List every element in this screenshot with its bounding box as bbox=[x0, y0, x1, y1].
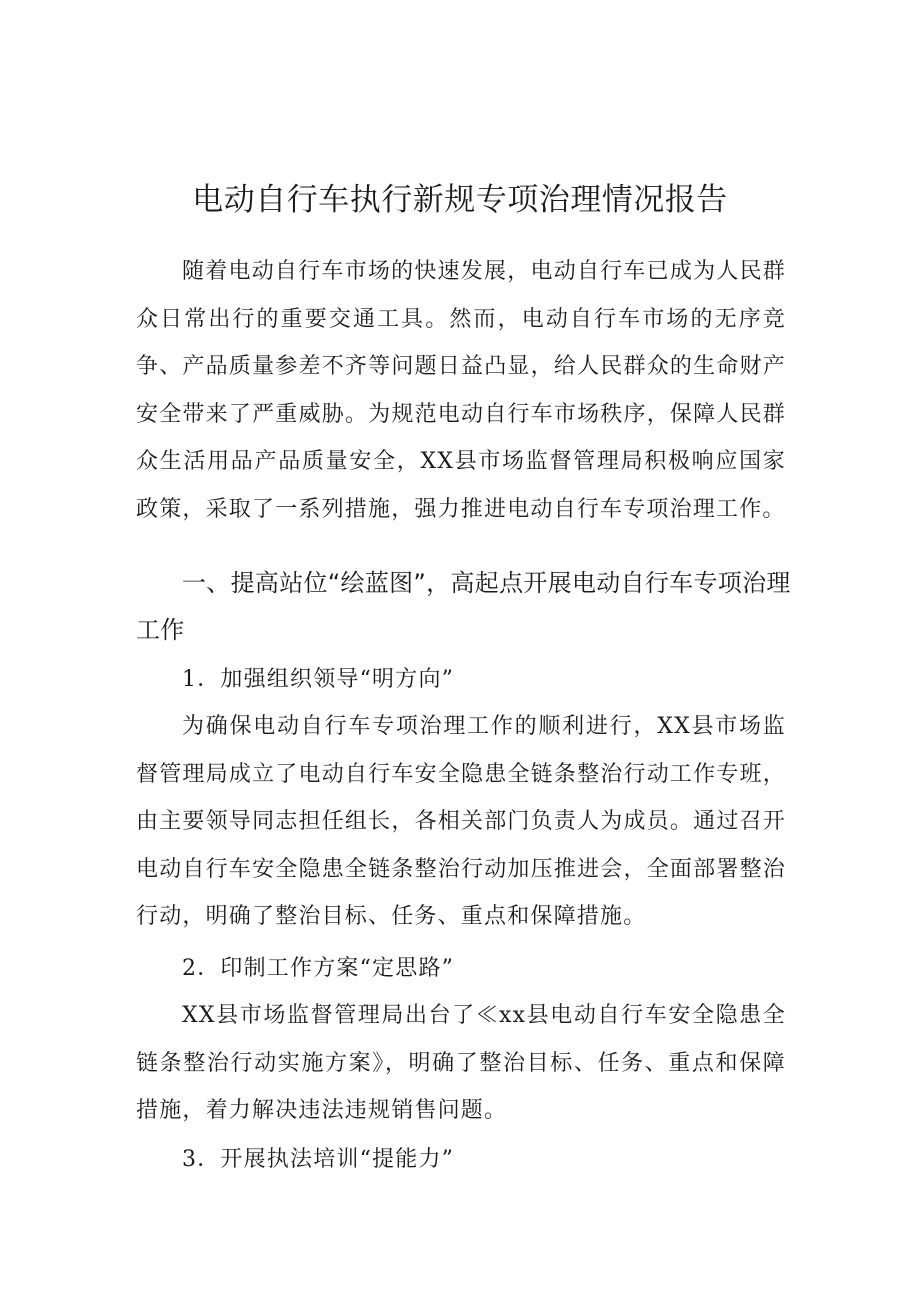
item-2-heading: 2．印制工作方案“定思路” bbox=[182, 956, 455, 981]
item-3-heading: 3．开展执法培训“提能力” bbox=[182, 1147, 455, 1172]
section-1-heading: 一、提高站位“绘蓝图”，高起点开展电动自行车专项治理工作 bbox=[136, 569, 791, 644]
item-1-heading: 1．加强组织领导“明方向” bbox=[182, 667, 455, 692]
document-title: 电动自行车执行新规专项治理情况报告 bbox=[192, 182, 728, 218]
item-1-paragraph: 为确保电动自行车专项治理工作的顺利进行，XX县市场监督管理局成立了电动自行车安全隐患全链条整治行动工作专班，由主要领导同志担任组长，各相关部门负责人为成员。通过召开电动自行车安全隐患全链条整治行动加压推进会，全面部署整治行动，明确了整治目标、任务、重点和保障措施。 bbox=[136, 714, 786, 929]
intro-paragraph: 随着电动自行车市场的快速发展，电动自行车已成为人民群众日常出行的重要交通工具。然而，电动自行车市场的无序竞争、产品质量参差不齐等问题日益凸显，给人民群众的生命财产安全带来了严重威胁。为规范电动自行车市场秩序，保障人民群众生活用品产品质量安全，XX县市场监督管理局积极响应国家政策，采取了一系列措施，强力推进电动自行车专项治理工作。 bbox=[136, 259, 786, 522]
item-2-paragraph: XX县市场监督管理局出台了≪xx县电动自行车安全隐患全链条整治行动实施方案》，明确了整治目标、任务、重点和保障措施，着力解决违法违规销售问题。 bbox=[136, 1003, 786, 1123]
